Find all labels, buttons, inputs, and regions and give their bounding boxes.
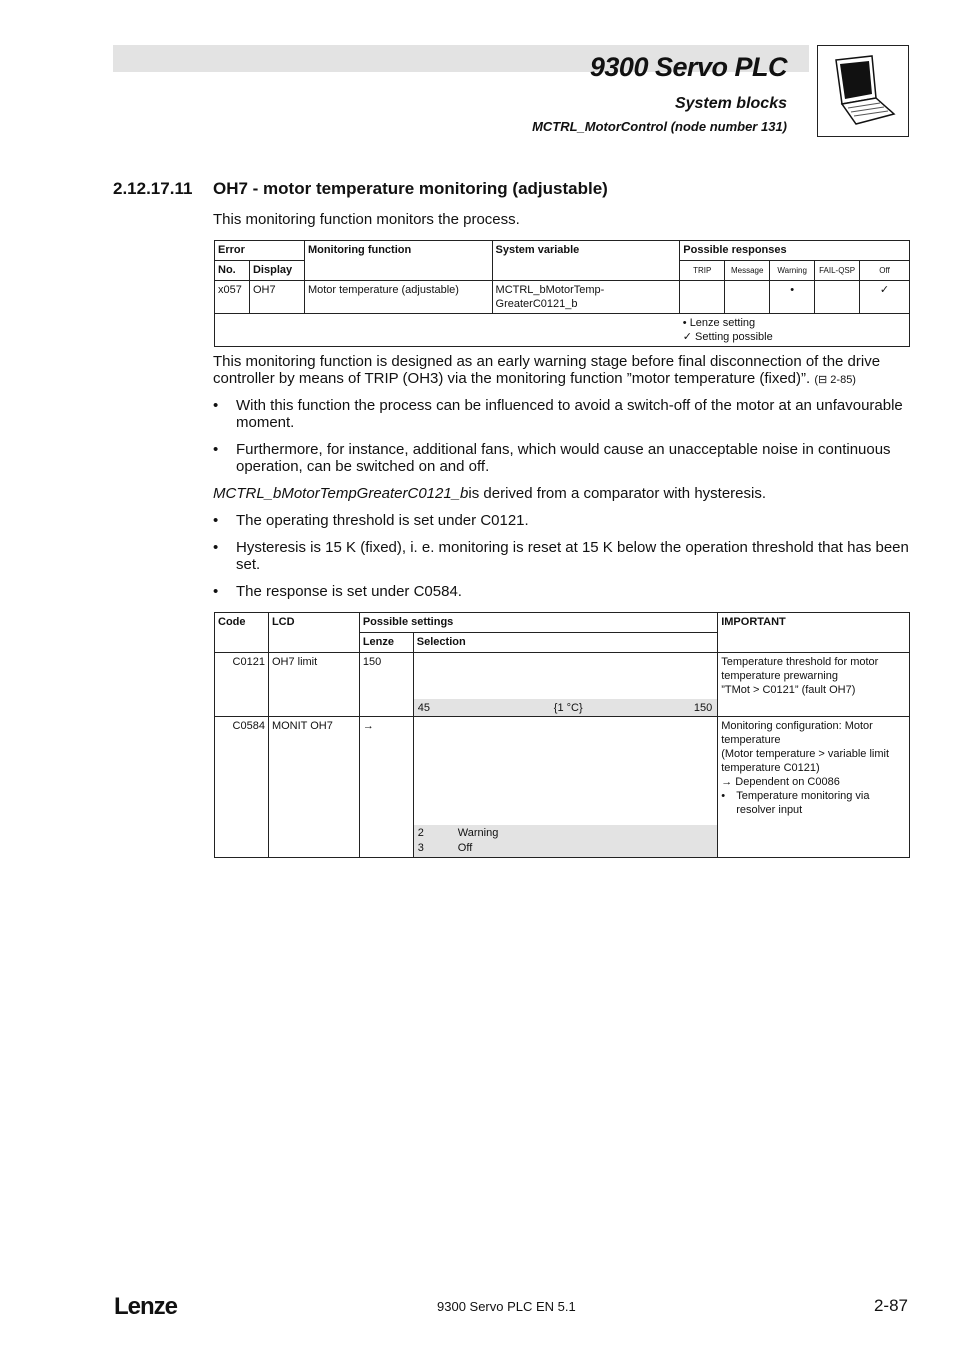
lenze-logo: Lenze (114, 1293, 178, 1320)
codes-table (214, 612, 910, 858)
important-line: temperature (721, 734, 781, 746)
cell-lcd: MONIT OH7 (268, 717, 359, 858)
important-line: Temperature threshold for motor (721, 656, 879, 668)
section-heading (113, 179, 608, 199)
header-selection: Selection (413, 633, 717, 653)
list-item: • With this function the process can be influenced to avoid a switch-off of the motor at an unfavourable moment. (213, 397, 903, 431)
paragraph-comparator (213, 485, 910, 502)
cell-lcd: OH7 limit (268, 653, 359, 717)
page-subsubtitle: MCTRL_MotorControl (node number 131) (532, 119, 787, 134)
cell-display: OH7 (249, 281, 304, 314)
list-item-text: Furthermore, for instance, additional fans, which would cause an unacceptable noise in continuous operation, can be switched on and off. (236, 441, 891, 475)
table-row (215, 281, 910, 314)
header-no: No. (215, 261, 250, 281)
header-error: Error (215, 241, 305, 261)
header-code: Code (215, 613, 269, 653)
cell-code: C0121 (215, 653, 269, 717)
selection-options (414, 825, 717, 857)
sysvar-line-2: GreaterC0121_b (495, 298, 578, 310)
list-item: • Furthermore, for instance, additional fans, which would cause an unacceptable noise in continuous operation, can be switched on and off. (213, 441, 891, 475)
important-bullet: • Temperature monitoring via resolver input (721, 790, 870, 816)
paragraph-comparator-text: is derived from a comparator with hysteresis. (468, 485, 767, 502)
cell-function: Motor temperature (adjustable) (304, 281, 492, 314)
important-line: (Motor temperature > variable limit (721, 748, 890, 760)
legend-lenze-setting: • Lenze setting (682, 317, 756, 329)
header-lcd: LCD (268, 613, 359, 653)
cell-selection (413, 653, 717, 717)
list-item: • Hysteresis is 15 K (fixed), i. e. monitoring is reset at 15 K below the operation threshold that has been set. (213, 539, 909, 573)
option-label: Off (457, 842, 473, 854)
page-number: 2-87 (873, 1296, 908, 1315)
table-row (215, 653, 910, 717)
section-title: OH7 - motor temperature monitoring (adjustable) (213, 179, 608, 198)
variable-name: MCTRL_bMotorTempGreaterC0121_b (213, 485, 469, 502)
header-off: Off (860, 261, 910, 281)
selection-range (414, 699, 717, 716)
list-item: • The response is set under C0584. (213, 583, 462, 600)
cell-message (725, 281, 770, 314)
intro-text: This monitoring function monitors the process. (213, 211, 520, 228)
page-subtitle: System blocks (674, 95, 787, 112)
cell-lenze: → (359, 717, 413, 858)
paragraph-early-warning (213, 353, 910, 389)
cell-warning: • (770, 281, 815, 314)
option-value: 2 (417, 827, 424, 839)
option-label: Warning (457, 827, 499, 839)
paragraph-early-warning-text: This monitoring function is designed as an early warning stage before final disconnection of the drive controller by means of TRIP (OH3) via the monitoring function ”motor temperature (fixed)”. (213, 353, 881, 387)
list-item-text: With this function the process can be influenced to avoid a switch-off of the motor at an unfavourable moment. (236, 397, 903, 431)
table-row (215, 717, 910, 858)
header-message: Message (725, 261, 770, 281)
laptop-icon (817, 45, 909, 137)
page-title: 9300 Servo PLC (589, 52, 787, 82)
important-line: → Dependent on C0086 (721, 776, 840, 788)
header-fail-qsp: FAIL-QSP (815, 261, 860, 281)
list-item-text: The operating threshold is set under C0121. (236, 512, 529, 529)
list-item-text: Hysteresis is 15 K (fixed), i. e. monitoring is reset at 15 K below the operation threshold that has been set. (236, 539, 909, 573)
header-trip: TRIP (680, 261, 725, 281)
range-max: 150 (693, 702, 713, 714)
header-possible-settings: Possible settings (359, 613, 717, 633)
range-unit: {1 °C} (553, 702, 583, 714)
option-value: 3 (417, 842, 424, 854)
footer-document-name: 9300 Servo PLC EN 5.1 (437, 1299, 576, 1314)
range-min: 45 (417, 702, 431, 714)
header-possible-responses: Possible responses (680, 241, 910, 261)
cell-important (718, 717, 910, 858)
option-warning (418, 826, 713, 841)
legend-setting-possible: ✓ Setting possible (682, 331, 773, 343)
cell-fail-qsp (815, 281, 860, 314)
cell-selection (413, 717, 717, 858)
important-line: Temperature monitoring via (736, 790, 870, 802)
header-important: IMPORTANT (718, 613, 910, 653)
legend (680, 314, 910, 347)
option-off (418, 841, 713, 856)
important-line: Monitoring configuration: Motor (721, 720, 873, 732)
cell-off: ✓ (860, 281, 910, 314)
list-item-text: The response is set under C0584. (236, 583, 462, 600)
list-item: • The operating threshold is set under C0121. (213, 512, 529, 529)
section-number: 2.12.17.11 (113, 179, 193, 198)
header-monitoring-function: Monitoring function (304, 241, 492, 281)
responses-table (214, 240, 910, 347)
cell-trip (680, 281, 725, 314)
header-display: Display (249, 261, 304, 281)
important-line: temperature prewarning (721, 670, 838, 682)
important-line: temperature C0121) (721, 762, 820, 774)
important-line: resolver input (736, 804, 803, 816)
header-warning: Warning (770, 261, 815, 281)
page-reference: (⊟ 2-85) (814, 374, 856, 386)
cell-important (718, 653, 910, 717)
cell-lenze: 150 (359, 653, 413, 717)
legend-spacer (215, 314, 680, 347)
cell-sysvar (492, 281, 680, 314)
header-system-variable: System variable (492, 241, 680, 281)
cell-no: x057 (215, 281, 250, 314)
header-lenze: Lenze (359, 633, 413, 653)
important-line: ”TMot > C0121” (fault OH7) (721, 684, 856, 696)
sysvar-line-1: MCTRL_bMotorTemp- (495, 284, 605, 296)
cell-code: C0584 (215, 717, 269, 858)
